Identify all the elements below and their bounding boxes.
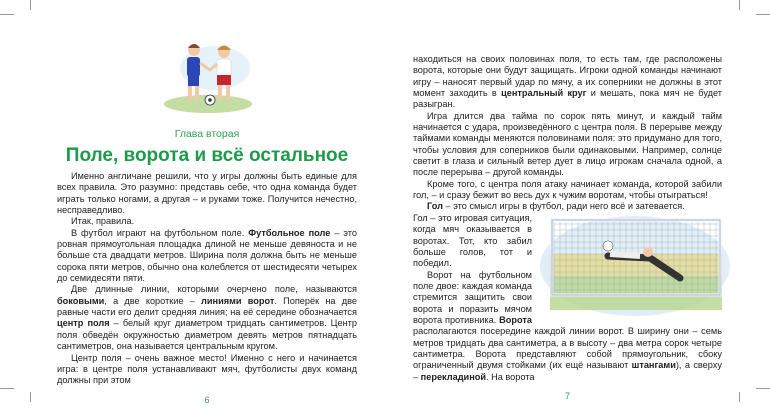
paragraph <box>413 213 722 270</box>
right-page <box>385 0 770 416</box>
text-run: Две длинные линии, которыми очерчено поле, называются <box>71 284 357 295</box>
bold-term: перекладиной <box>420 371 486 382</box>
bold-term: боковыми <box>57 295 105 306</box>
left-page-body-text <box>57 171 357 387</box>
text-run: Центр поля – очень важное место! Именно с него и начинается игра: в центре поля устанавливают мяч, футболисты двух команд должны при этом <box>57 352 357 386</box>
text-run: В футбол играют на футбольном поле. <box>71 227 249 238</box>
paragraph <box>57 284 357 352</box>
kids-handshake-illustration <box>160 38 255 118</box>
text-run: Ворот на футбольном поле двое: каждая команда стремится защитить свои ворота и поразить мячом ворота противника. <box>413 269 532 325</box>
page-number: 7 <box>564 390 570 401</box>
bold-term: линиями ворот <box>201 295 275 306</box>
goalkeeper-illustration <box>540 216 730 316</box>
bold-term: центр поля <box>57 318 110 329</box>
chapter-title: Поле, ворота и всё остальное <box>65 145 349 166</box>
bold-term: Ворота <box>499 314 532 325</box>
page-number: 6 <box>204 394 210 405</box>
text-run: находиться на своих половинах поля, то есть там, где расположены ворота, которые они будут защищать. Игроки одной команды начинают игру – наносят первый удар по мячу, а их соперники не должны в этот момент заходить в <box>413 54 722 99</box>
chapter-label: Глава вторая <box>174 128 240 140</box>
text-run: . Поперёк на две равные части его делит средняя линия; на её середине обозначается <box>57 295 357 318</box>
text-run: Именно англичане решили, что у игры должны быть единые для всех правила. Это разумно: представь себе, что одна команда будет играть только ногами, а другая – и руками тоже. Получится нечестно, несправедливо. <box>57 171 357 216</box>
paragraph <box>413 179 722 202</box>
bold-term: центральный круг <box>501 88 587 99</box>
paragraph <box>413 111 722 179</box>
paragraph <box>57 353 357 387</box>
paragraph <box>57 171 357 216</box>
text-run: – белый круг диаметром тридцать сантиметров. Центр поля обведён окружностью диаметром девять метров пятнадцать сантиметров, она называется центральным кругом. <box>57 318 357 352</box>
paragraph <box>57 228 357 285</box>
text-run: – это смысл игры в футбол, ради него всё и затевается. <box>442 201 685 212</box>
paragraph <box>57 216 357 227</box>
right-page-body-text <box>413 54 722 383</box>
text-run: , а две короткие – <box>104 295 202 306</box>
paragraph <box>413 201 722 212</box>
text-run: Итак, правила. <box>71 216 135 227</box>
text-run: . На ворота <box>486 371 535 382</box>
text-run: и мешать, пока мяч не будет разыгран. <box>413 88 722 110</box>
bold-term: штангами <box>631 360 676 371</box>
text-run: ), а сверху – <box>413 360 722 382</box>
text-run: Кроме того, с центра поля атаку начинает команда, которой забили гол, – и сразу бежит во весь дух к чужим воротам, чтобы отыграться! <box>413 178 722 201</box>
bold-term: Футбольное поле <box>248 227 331 238</box>
text-run: – это ровная прямоугольная площадка длиной не меньше девяноста и не больше ста двадцати метров. Ширина поля должна быть не меньше сорока пяти метров, обычно она колеблется от шестидесяти четырех до семидесяти пяти. <box>57 227 358 284</box>
paragraph <box>413 54 722 111</box>
text-run: Гол – это игровая ситуация, когда мяч оказывается в воротах. Тот, кто забил больше голов, тот и победил. <box>413 212 532 269</box>
bold-term: Гол <box>427 201 443 212</box>
text-run: располагаются посередине каждой линии ворот. В ширину они – семь метров тридцать два сантиметра, а в высоту – два метра сорок четыре сантиметра. Ворота представляют собой прямоугольник, сбоку ограниченный двумя стойками (их ещё называют <box>413 326 722 371</box>
text-run: Игра длится два тайма по сорок пять минут, и каждый тайм начинается с удара, произведённого с центра поля. В перерыве между таймами команды меняются половинами поля: это придумано для того, чтобы условия для соперников были одинаковыми. Например, солнце светит в глаза и сильный ветер дует в лицо игрокам сначала одной, а после перерыва – другой команды. <box>413 110 722 178</box>
